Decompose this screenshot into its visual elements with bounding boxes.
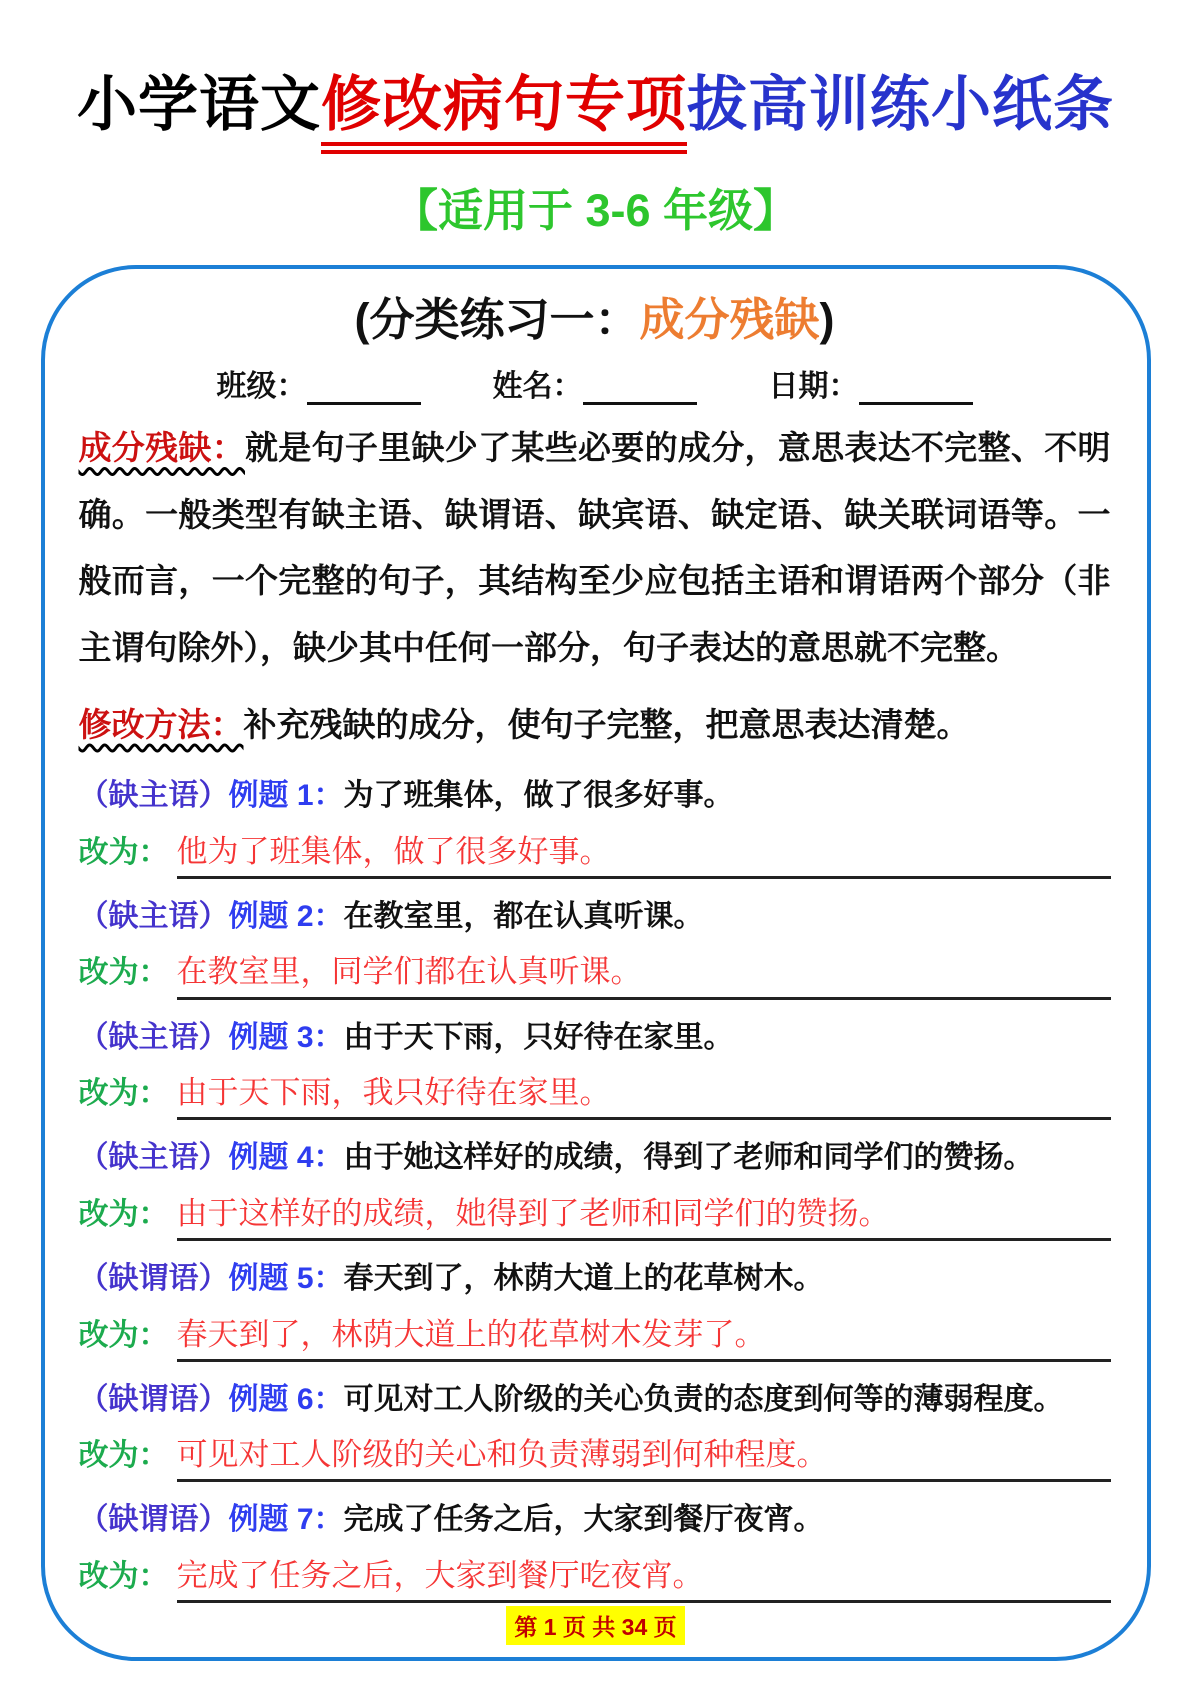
example-item-4 xyxy=(79,1138,1111,1241)
example-number-label: 例题 3： xyxy=(228,1020,344,1054)
title-part-black: 小学语文 xyxy=(77,71,321,138)
example-question-text: 为了班集体，做了很多好事。 xyxy=(343,779,734,813)
example-question xyxy=(79,897,1111,938)
example-item-7 xyxy=(79,1500,1111,1603)
date-blank-line xyxy=(859,372,973,405)
answer-prefix-label: 改为： xyxy=(78,1318,169,1352)
section-heading xyxy=(79,293,1111,347)
method-text: 补充残缺的成分，使句子完整，把意思表达清楚。 xyxy=(243,704,970,744)
section-heading-suffix: ) xyxy=(819,294,835,345)
example-question-text: 可见对工人阶级的关心负责的态度到何等的薄弱程度。 xyxy=(343,1382,1064,1416)
method-paragraph xyxy=(79,692,1111,759)
example-number-label: 例题 6： xyxy=(228,1382,344,1416)
answer-text: 在教室里，同学们都在认真听课。 xyxy=(177,954,1111,999)
answer-prefix-label: 改为： xyxy=(78,956,169,990)
definition-paragraph xyxy=(79,415,1111,682)
section-heading-prefix: (分类练习一： xyxy=(354,294,640,345)
example-type-tag: （缺主语） xyxy=(78,899,229,933)
name-field xyxy=(493,361,697,405)
example-type-tag: （缺谓语） xyxy=(78,1382,229,1416)
student-info-row xyxy=(79,361,1111,405)
example-question xyxy=(79,776,1111,817)
answer-prefix-label: 改为： xyxy=(78,1439,169,1473)
examples-list xyxy=(79,776,1111,1603)
answer-prefix-label: 改为： xyxy=(78,1197,169,1231)
example-number-label: 例题 5： xyxy=(228,1262,344,1296)
answer-text: 完成了任务之后，大家到餐厅吃夜宵。 xyxy=(177,1558,1111,1603)
answer-text: 由于这样好的成绩，她得到了老师和同学们的赞扬。 xyxy=(177,1196,1111,1241)
answer-prefix-label: 改为： xyxy=(78,835,169,869)
grade-range-subtitle: 【适用于 3-6 年级】 xyxy=(392,185,799,236)
example-question xyxy=(79,1259,1111,1300)
page-number-badge: 第 1 页 共 34 页 xyxy=(506,1606,684,1645)
example-answer xyxy=(79,1189,1111,1241)
example-item-2 xyxy=(79,897,1111,1000)
page-number-footer xyxy=(45,1606,1147,1645)
class-label: 班级： xyxy=(216,369,307,404)
date-label: 日期： xyxy=(768,369,859,404)
example-question xyxy=(79,1380,1111,1421)
example-item-6 xyxy=(79,1380,1111,1483)
example-type-tag: （缺谓语） xyxy=(78,1262,229,1296)
page-title xyxy=(0,70,1191,154)
example-item-5 xyxy=(79,1259,1111,1362)
method-keyword: 修改方法： xyxy=(78,704,244,744)
definition-text: 就是句子里缺少了某些必要的成分，意思表达不完整、不明确。一般类型有缺主语、缺谓语、缺宾语、缺定语、缺关联词语等。一般而言，一个完整的句子，其结构至少应包括主语和谓语两个部分（非主谓句除外），缺少其中任何一部分，句子表达的意思就不完整。 xyxy=(78,428,1111,667)
example-number-label: 例题 2： xyxy=(228,899,344,933)
date-field xyxy=(769,361,973,405)
answer-prefix-label: 改为： xyxy=(78,1077,169,1111)
example-question-text: 由于她这样好的成绩，得到了老师和同学们的赞扬。 xyxy=(343,1141,1034,1175)
answer-text: 春天到了，林荫大道上的花草树木发芽了。 xyxy=(177,1317,1111,1362)
example-answer xyxy=(79,1430,1111,1482)
class-blank-line xyxy=(307,372,421,405)
example-answer xyxy=(79,1551,1111,1603)
title-part-blue: 拔高训练小纸条 xyxy=(687,71,1114,138)
example-item-3 xyxy=(79,1018,1111,1121)
example-question xyxy=(79,1500,1111,1541)
example-answer xyxy=(79,947,1111,999)
answer-text: 他为了班集体，做了很多好事。 xyxy=(177,834,1111,879)
example-item-1 xyxy=(79,776,1111,879)
example-question-text: 完成了任务之后，大家到餐厅夜宵。 xyxy=(343,1503,824,1537)
example-answer xyxy=(79,1310,1111,1362)
example-question xyxy=(79,1138,1111,1179)
example-type-tag: （缺主语） xyxy=(78,779,229,813)
example-answer xyxy=(79,827,1111,879)
definition-keyword: 成分残缺： xyxy=(78,428,245,467)
example-number-label: 例题 4： xyxy=(228,1141,344,1175)
example-number-label: 例题 7： xyxy=(228,1503,344,1537)
example-type-tag: （缺谓语） xyxy=(78,1503,229,1537)
example-number-label: 例题 1： xyxy=(228,779,344,813)
answer-text: 可见对工人阶级的关心和负责薄弱到何种程度。 xyxy=(177,1437,1111,1482)
answer-text: 由于天下雨，我只好待在家里。 xyxy=(177,1075,1111,1120)
example-type-tag: （缺主语） xyxy=(78,1020,229,1054)
name-blank-line xyxy=(583,372,697,405)
example-question xyxy=(79,1018,1111,1059)
answer-prefix-label: 改为： xyxy=(78,1559,169,1593)
name-label: 姓名： xyxy=(492,369,583,404)
example-question-text: 在教室里，都在认真听课。 xyxy=(343,899,704,933)
class-field xyxy=(217,361,421,405)
example-question-text: 春天到了，林荫大道上的花草树木。 xyxy=(343,1262,824,1296)
practice-box xyxy=(41,265,1151,1661)
title-part-red-underlined: 修改病句专项 xyxy=(321,70,687,154)
example-answer xyxy=(79,1068,1111,1120)
example-question-text: 由于天下雨，只好待在家里。 xyxy=(343,1020,734,1054)
example-type-tag: （缺主语） xyxy=(78,1141,229,1175)
section-heading-topic: 成分残缺 xyxy=(639,294,820,345)
